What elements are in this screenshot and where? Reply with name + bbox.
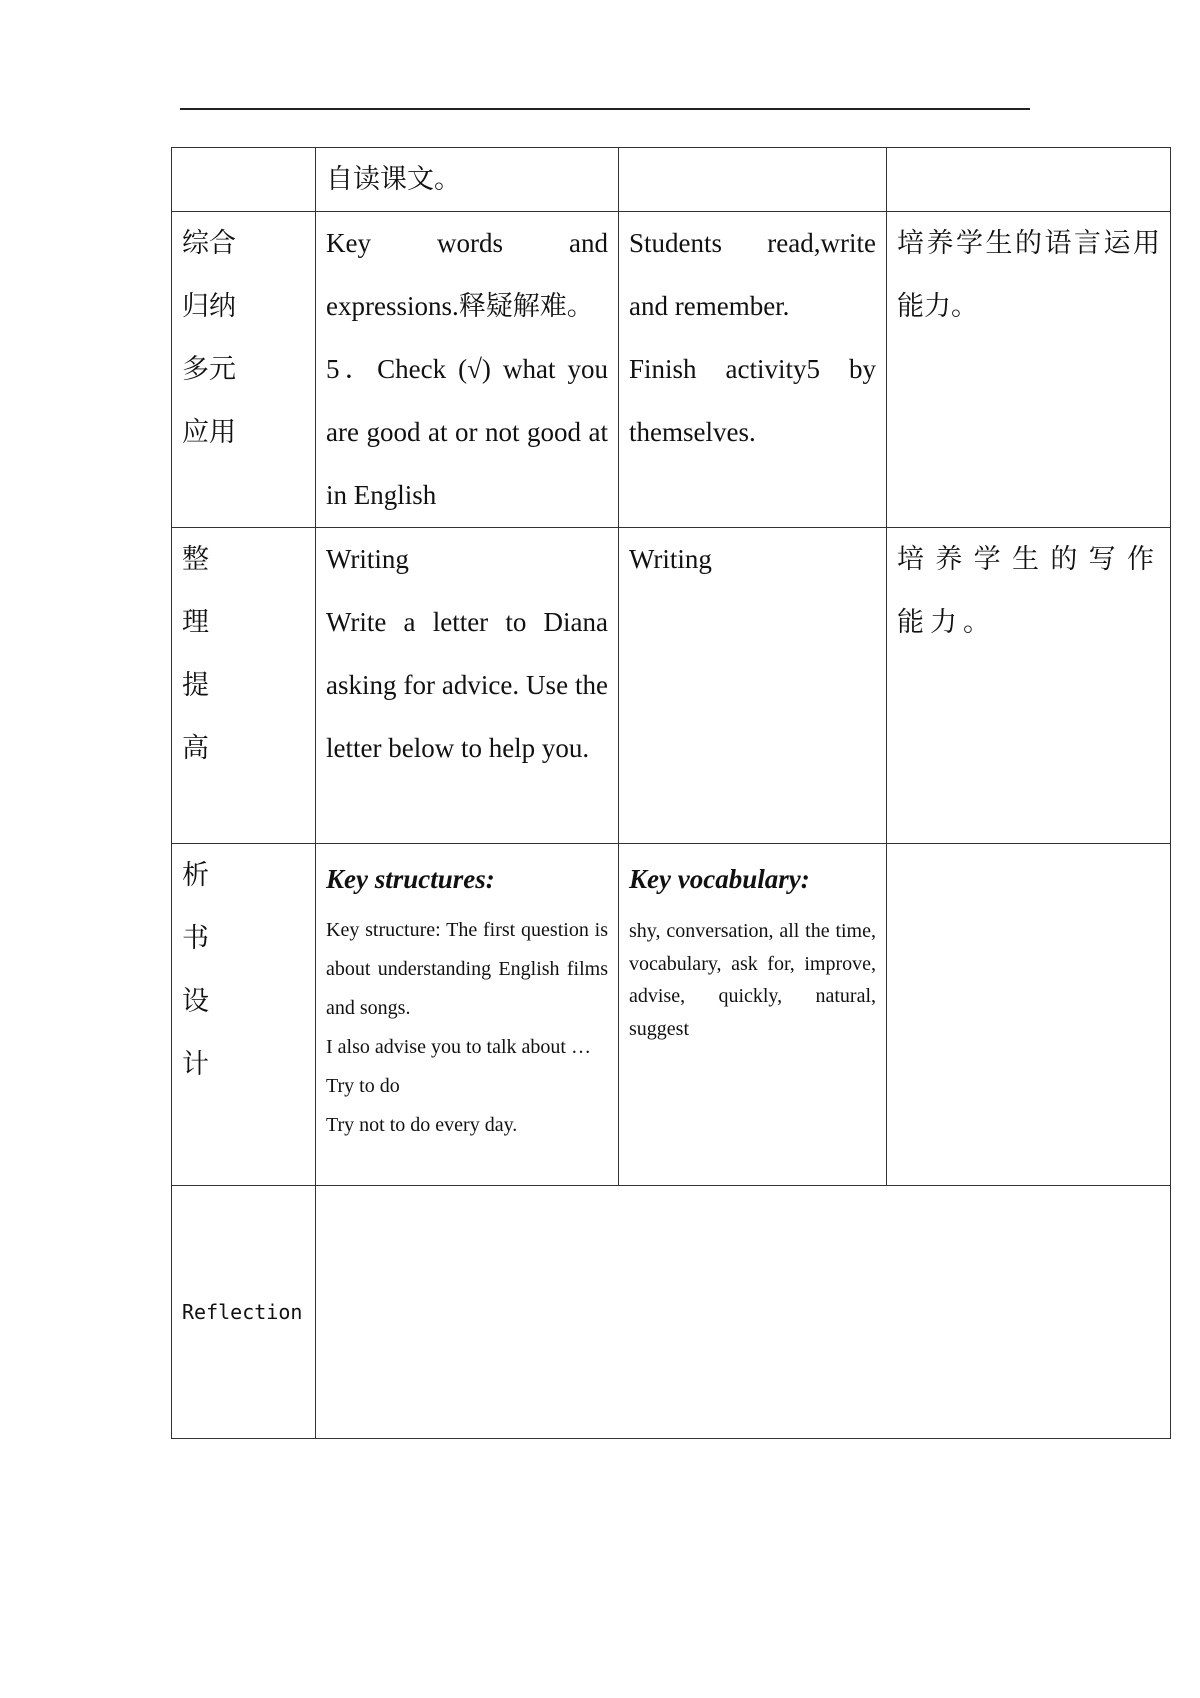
stage-label-line: 整 (182, 544, 209, 574)
key-vocabulary-cell (619, 844, 887, 1186)
stage-label-line: 综合 (182, 228, 236, 258)
activity-text: 自读课文。 (326, 164, 461, 194)
purpose-cell (887, 212, 1171, 528)
student-text: Finish activity5 by themselves. (629, 354, 876, 447)
stage-label-line: 理 (182, 607, 209, 637)
table-row (172, 844, 1171, 1186)
empty-cell (887, 844, 1171, 1186)
student-activity-cell (619, 212, 887, 528)
stage-label-cell (172, 844, 316, 1186)
teacher-activity-cell (316, 528, 619, 844)
table-row (172, 148, 1171, 212)
student-text: Writing (629, 544, 712, 574)
teacher-activity-cell (316, 212, 619, 528)
key-structures-cell (316, 844, 619, 1186)
stage-label-cell (172, 148, 316, 212)
stage-label-cell (172, 528, 316, 844)
stage-label-line: 多元 (182, 354, 236, 384)
teacher-activity-cell (316, 148, 619, 212)
key-vocabulary-heading: Key vocabulary: (629, 864, 810, 894)
activity-text: 5．Check (√) what you are good at or not good at in English (326, 354, 608, 510)
table-row (172, 212, 1171, 528)
purpose-text: 培养学生的写作能力。 (897, 544, 1160, 637)
purpose-cell (887, 148, 1171, 212)
stage-label-line: 计 (182, 1049, 209, 1079)
lesson-plan-table (171, 147, 1171, 1439)
stage-label-line: 应用 (182, 417, 236, 447)
activity-text: Key words and expressions.释疑解难。 (326, 228, 608, 321)
student-text: Students read,write and remember. (629, 228, 876, 321)
table-row (172, 528, 1171, 844)
activity-text: Write a letter to Diana asking for advice. Use the letter below to help you. (326, 607, 608, 763)
stage-label-line: 书 (182, 923, 209, 953)
key-structure-item: Try not to do every day. (326, 1114, 518, 1136)
reflection-label: Reflection (172, 1186, 316, 1439)
stage-label-line: 析 (182, 860, 209, 890)
stage-label-line: 提 (182, 670, 209, 700)
key-vocabulary-text: shy, conversation, all the time, vocabulary, ask for, improve, advise, quickly, natural, suggest (629, 920, 876, 1040)
stage-label-line: 归纳 (182, 291, 236, 321)
activity-text: Writing (326, 544, 409, 574)
key-structures-heading: Key structures: (326, 864, 495, 894)
key-structure-item: Key structure: The first question is about understanding English films and songs. (326, 919, 608, 1019)
purpose-text: 培养学生的语言运用能力。 (897, 228, 1160, 321)
stage-label-cell (172, 212, 316, 528)
header-rule (180, 108, 1030, 110)
stage-label-line: 高 (182, 733, 209, 763)
reflection-content-cell[interactable] (316, 1186, 1171, 1439)
stage-label-line: 设 (182, 986, 209, 1016)
student-activity-cell (619, 148, 887, 212)
purpose-cell (887, 528, 1171, 844)
key-structure-item: Try to do (326, 1075, 400, 1097)
key-structure-item: I also advise you to talk about … (326, 1036, 591, 1058)
student-activity-cell (619, 528, 887, 844)
table-row (172, 1186, 1171, 1439)
